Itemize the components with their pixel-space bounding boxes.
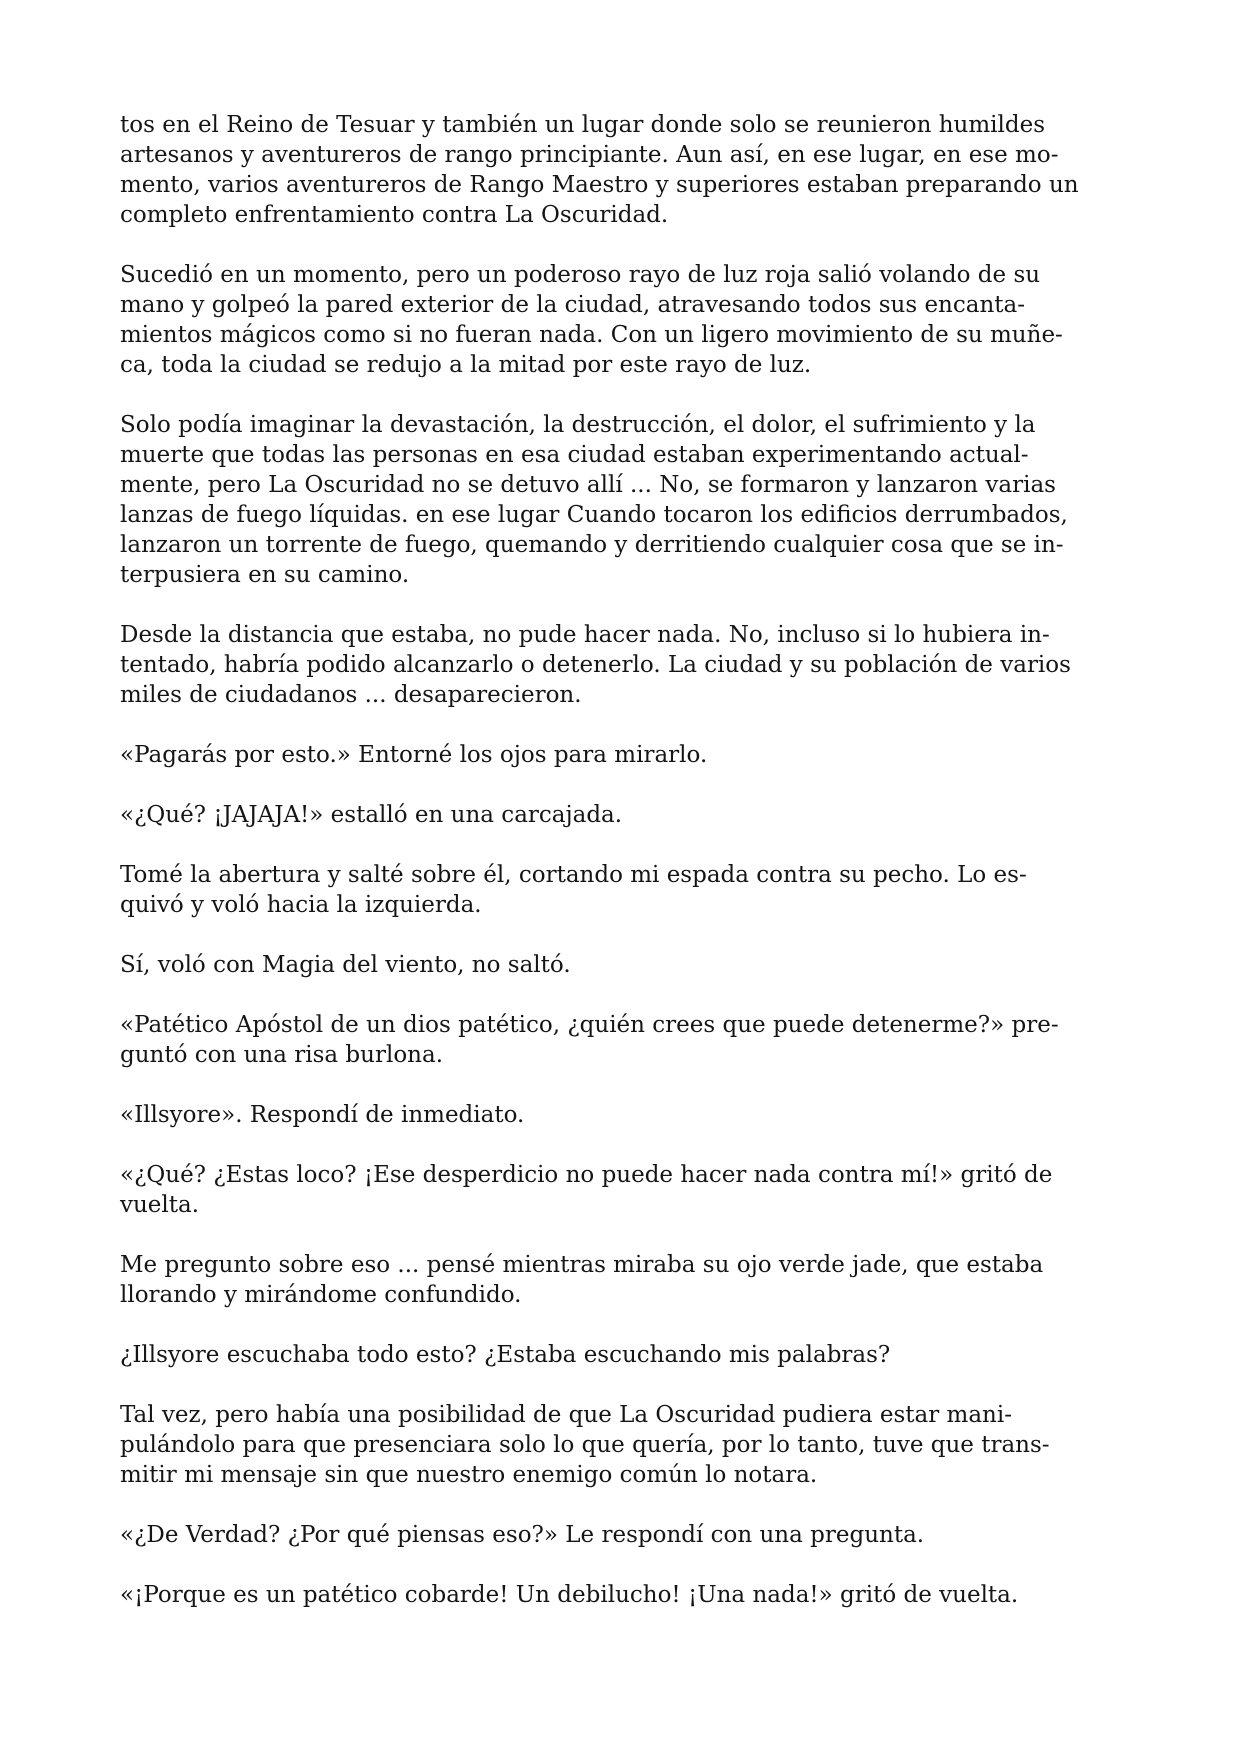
text-line: llorando y mirándome confundido. [120, 1282, 522, 1308]
paragraph [120, 1400, 1120, 1490]
paragraph [120, 860, 1120, 920]
text-line: tentado, habría podido alcanzarlo o detenerlo. La ciudad y su población de varios [120, 652, 1071, 678]
text-line: miles de ciudadanos ... desaparecieron. [120, 682, 582, 708]
text-line: «Patético Apóstol de un dios patético, ¿quién crees que puede detenerme?» pre- [120, 1012, 1059, 1038]
text-line: artesanos y aventureros de rango principiante. Aun así, en ese lugar, en ese mo- [120, 142, 1059, 168]
text-line: Desde la distancia que estaba, no pude hacer nada. No, incluso si lo hubiera in- [120, 622, 1050, 648]
text-line: «¿De Verdad? ¿Por qué piensas eso?» Le respondí con una pregunta. [120, 1522, 925, 1548]
paragraph [120, 1100, 1120, 1130]
paragraph [120, 1160, 1120, 1220]
text-line: vuelta. [120, 1192, 200, 1218]
text-line: Tal vez, pero había una posibilidad de que La Oscuridad pudiera estar mani- [120, 1402, 1012, 1428]
paragraph [120, 1340, 1120, 1370]
text-line: lanzas de fuego líquidas. en ese lugar Cuando tocaron los edificios derrumbados, [120, 502, 1068, 528]
paragraph [120, 950, 1120, 980]
paragraph [120, 800, 1120, 830]
paragraph [120, 740, 1120, 770]
text-line: mitir mi mensaje sin que nuestro enemigo común lo notara. [120, 1462, 818, 1488]
text-line: Tomé la abertura y salté sobre él, cortando mi espada contra su pecho. Lo es- [120, 862, 1027, 888]
text-line: mento, varios aventureros de Rango Maestro y superiores estaban preparando un [120, 172, 1079, 198]
paragraph [120, 1520, 1120, 1550]
paragraph [120, 260, 1120, 380]
text-line: lanzaron un torrente de fuego, quemando y derritiendo cualquier cosa que se in- [120, 532, 1064, 558]
text-line: Me pregunto sobre eso ... pensé mientras miraba su ojo verde jade, que estaba [120, 1252, 1044, 1278]
text-line: Sí, voló con Magia del viento, no saltó. [120, 952, 571, 978]
text-line: ¿Illsyore escuchaba todo esto? ¿Estaba escuchando mis palabras? [120, 1342, 891, 1368]
text-line: «¿Qué? ¡JAJAJA!» estalló en una carcajada. [120, 802, 623, 828]
text-line: «Illsyore». Respondí de inmediato. [120, 1102, 525, 1128]
text-line: mientos mágicos como si no fueran nada. Con un ligero movimiento de su muñe- [120, 322, 1063, 348]
text-line: guntó con una risa burlona. [120, 1042, 443, 1068]
paragraph [120, 1580, 1120, 1610]
text-line: «¿Qué? ¿Estas loco? ¡Ese desperdicio no puede hacer nada contra mí!» gritó de [120, 1162, 1053, 1188]
text-line: Solo podía imaginar la devastación, la destrucción, el dolor, el sufrimiento y la [120, 412, 1036, 438]
text-line: completo enfrentamiento contra La Oscuridad. [120, 202, 669, 228]
paragraph [120, 110, 1120, 230]
text-line: «Pagarás por esto.» Entorné los ojos para mirarlo. [120, 742, 708, 768]
paragraph [120, 1250, 1120, 1310]
text-line: pulándolo para que presenciara solo lo que quería, por lo tanto, tuve que trans- [120, 1432, 1050, 1458]
text-line: tos en el Reino de Tesuar y también un lugar donde solo se reunieron humildes [120, 112, 1046, 138]
paragraph [120, 410, 1120, 590]
paragraph [120, 620, 1120, 710]
text-line: mano y golpeó la pared exterior de la ciudad, atravesando todos sus encanta- [120, 292, 1026, 318]
text-line: ca, toda la ciudad se redujo a la mitad por este rayo de luz. [120, 352, 812, 378]
text-line: terpusiera en su camino. [120, 562, 410, 588]
document-page [120, 110, 1120, 1640]
text-line: muerte que todas las personas en esa ciudad estaban experimentando actual- [120, 442, 1029, 468]
text-line: Sucedió en un momento, pero un poderoso rayo de luz roja salió volando de su [120, 262, 1041, 288]
paragraph [120, 1010, 1120, 1070]
text-line: «¡Porque es un patético cobarde! Un debilucho! ¡Una nada!» gritó de vuelta. [120, 1582, 1019, 1608]
text-line: quivó y voló hacia la izquierda. [120, 892, 482, 918]
text-line: mente, pero La Oscuridad no se detuvo allí ... No, se formaron y lanzaron varias [120, 472, 1056, 498]
